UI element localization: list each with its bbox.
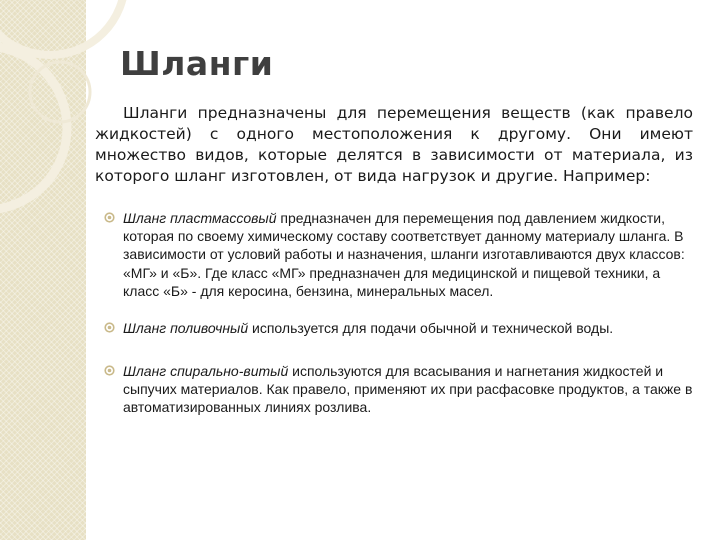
bullet-item-spiral xyxy=(102,362,698,417)
circle-bullet-icon xyxy=(104,212,115,223)
slide-title: Шланги xyxy=(120,44,274,83)
intro-paragraph: Шланги предназначены для перемещения веществ (как правело жидкостей) с одного местоположения к другому. Они имеют множество видов, которые делятся в зависимости от материала, из которого шланг изготовлен, от вида нагрузок и другие. Например: xyxy=(95,104,693,185)
bullet-text: используются для всасывания и нагнетания жидкостей и сыпучих материалов. Как правело, применяют их при расфасовке продуктов, а также в автоматизированных линиях розлива. xyxy=(123,363,693,416)
bullet-term: Шланг поливочный xyxy=(123,320,249,336)
bullet-term: Шланг пластмассовый xyxy=(123,210,277,226)
bullet-item-plastic xyxy=(102,209,698,319)
bullet-term: Шланг спирально-витый xyxy=(123,363,289,379)
bullet-text: предназначен для перемещения под давлением жидкости, которая по своему химическому составу соответствует данному материалу шланга. В зависимости от условий работы и назначения, шланги изготавливаются двух классов: «МГ» и «Б». Где класс «МГ» предназначен для медицинской и пищевой техники, а класс «Б» - для керосина, бензина, минеральных масел. xyxy=(123,210,685,299)
decorative-ring-top xyxy=(0,0,125,55)
bullet-text: используется для подачи обычной и технической воды. xyxy=(248,320,614,336)
circle-bullet-icon xyxy=(104,322,115,333)
decorative-ring-middle xyxy=(0,46,67,210)
bullet-list xyxy=(102,209,698,417)
circle-bullet-icon xyxy=(104,365,115,376)
bullet-item-watering xyxy=(102,319,698,362)
